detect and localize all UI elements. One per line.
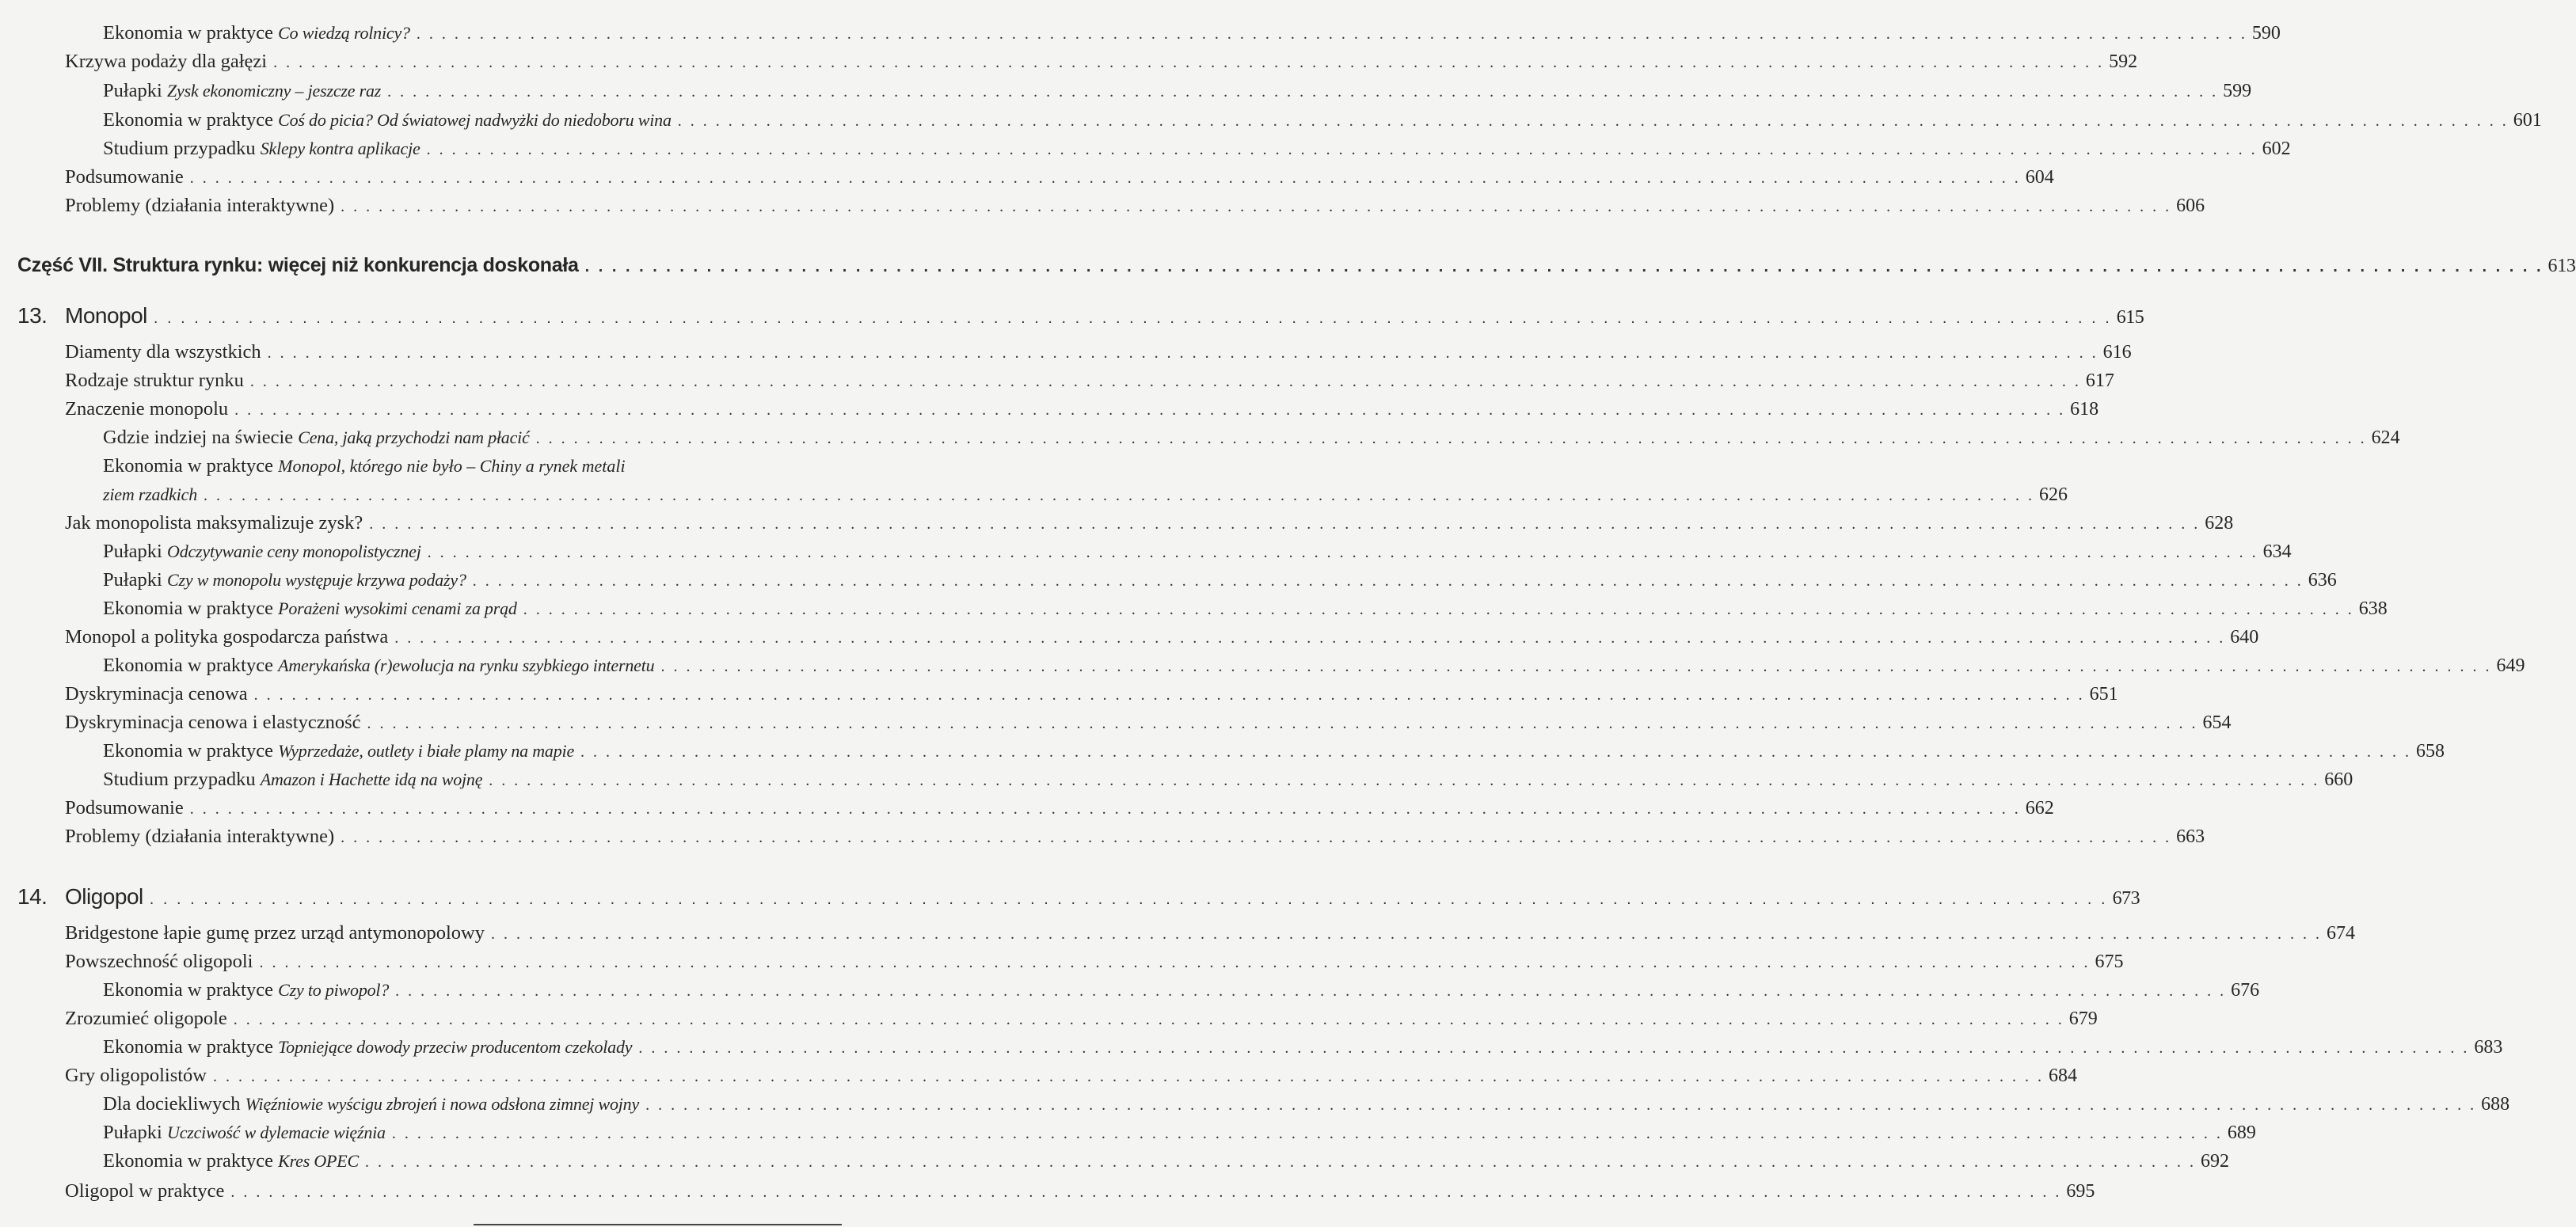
entry-prefix: Krzywa podaży dla gałęzi (65, 51, 268, 72)
page-number: 590 (2251, 23, 2281, 44)
toc-entry[interactable] (65, 50, 2138, 74)
entry-prefix: Ekonomia w praktyce (103, 655, 273, 676)
toc-entry[interactable] (65, 165, 2054, 190)
entry-title: Coś do picia? Od światowej nadwyżki do niedoboru wina (278, 110, 672, 130)
page-number: 601 (2513, 110, 2542, 131)
toc-entry[interactable] (103, 978, 2260, 1003)
page-number: 692 (2201, 1151, 2230, 1172)
toc-entry[interactable] (65, 1180, 2095, 1204)
entry-prefix: Powszechność oligopoli (65, 951, 253, 972)
entry-title: Amerykańska (r)ewolucja na rynku szybkiego internetu (278, 655, 655, 675)
leader-dots (580, 740, 2411, 764)
page-number: 651 (2089, 684, 2118, 705)
entry-prefix: Pułapki (103, 1122, 162, 1143)
entry-prefix: Monopol a polityka gospodarcza państwa (65, 626, 389, 648)
leader-dots (660, 655, 2491, 678)
page-number: 684 (2049, 1066, 2077, 1086)
chapter-heading-13[interactable] (17, 303, 2144, 330)
toc-entry[interactable] (65, 921, 2355, 946)
entry-prefix: Ekonomia w praktyce (103, 979, 273, 1001)
toc-entry[interactable] (103, 568, 2337, 593)
leader-dots (260, 951, 2091, 974)
chapter-number: 13. (17, 303, 48, 328)
entry-prefix: Zrozumieć oligopole (65, 1008, 227, 1029)
leader-dots (473, 569, 2304, 593)
chapter-heading-14[interactable] (17, 884, 2140, 911)
leader-dots (234, 398, 2065, 422)
leader-dots (427, 138, 2258, 161)
leader-dots (523, 598, 2354, 621)
page-number: 617 (2085, 370, 2114, 391)
toc-entry[interactable] (65, 682, 2118, 707)
page-number: 663 (2176, 826, 2205, 847)
toc-entry[interactable] (65, 511, 2234, 536)
page-number: 649 (2496, 655, 2525, 676)
entry-title: Czy to piwopol? (278, 980, 390, 1000)
toc-entry[interactable] (65, 194, 2205, 218)
entry-title: Cena, jaką przychodzi nam płacić (298, 427, 530, 447)
page-number: 638 (2358, 598, 2388, 619)
page-number: 624 (2371, 427, 2400, 448)
leader-dots (341, 826, 2171, 849)
toc-entry[interactable] (65, 711, 2232, 735)
entry-prefix: Ekonomia w praktyce (103, 740, 273, 762)
entry-title: Topniejące dowody przeciw producentom czekolady (278, 1037, 633, 1057)
toc-entry-wrapped-line[interactable] (103, 454, 626, 478)
entry-prefix: Bridgestone łapie gumę przez urząd antymonopolowy (65, 922, 485, 944)
leader-dots (428, 541, 2258, 564)
entry-prefix: Pułapki (103, 569, 162, 591)
entry-prefix: Jak monopolista maksymalizuje zysk? (65, 512, 363, 534)
page-number: 626 (2039, 484, 2068, 505)
toc-entry[interactable] (103, 483, 2068, 507)
entry-prefix: Podsumowanie (65, 166, 184, 188)
toc-entry[interactable] (103, 597, 2388, 621)
leader-dots (230, 1180, 2061, 1204)
toc-entry[interactable] (65, 1007, 2098, 1031)
entry-prefix: Dyskryminacja cenowa (65, 683, 248, 705)
page-number: 634 (2262, 541, 2292, 562)
entry-title: Więźniowie wyścigu zbrojeń i nowa odsłona zimnej wojny (245, 1094, 640, 1114)
page-number: 695 (2066, 1181, 2095, 1202)
leader-dots (645, 1093, 2476, 1117)
entry-prefix: Ekonomia w praktyce (103, 1036, 273, 1058)
entry-title: Kres OPEC (278, 1151, 360, 1171)
page-number: 606 (2176, 196, 2205, 216)
page-number: 616 (2102, 342, 2132, 363)
toc-entry[interactable] (103, 1149, 2230, 1174)
toc-entry[interactable] (65, 625, 2259, 650)
leader-dots (491, 922, 2322, 946)
leader-dots (678, 109, 2509, 133)
toc-entry[interactable] (103, 739, 2445, 764)
page-number: 683 (2474, 1037, 2503, 1058)
entry-title: Monopol, którego nie było – Chiny a rynek metali (278, 456, 626, 476)
toc-entry[interactable] (103, 768, 2353, 792)
leader-dots (365, 1150, 2196, 1174)
toc-entry[interactable] (65, 369, 2114, 393)
page-number: 660 (2324, 769, 2353, 790)
entry-title: Uczciwość w dylemacie więźnia (167, 1123, 386, 1142)
entry-title: Wyprzedaże, outlety i białe plamy na mapie (278, 741, 575, 761)
page-number: 602 (2262, 139, 2291, 159)
footer-rule (474, 1224, 842, 1225)
page-number: 658 (2416, 741, 2445, 762)
page-number: 662 (2025, 798, 2054, 819)
toc-entry[interactable] (65, 1064, 2077, 1088)
leader-dots (254, 683, 2085, 707)
leader-dots (417, 22, 2247, 46)
entry-prefix: Ekonomia w praktyce (103, 598, 273, 619)
page-number: 676 (2231, 980, 2260, 1001)
entry-prefix: Podsumowanie (65, 797, 184, 819)
leader-dots (394, 626, 2225, 650)
page-number: 640 (2230, 627, 2259, 648)
leader-dots (585, 255, 2544, 279)
chapter-title: Monopol (65, 303, 147, 328)
entry-title: Zysk ekonomiczny – jeszcze raz (167, 81, 382, 101)
entry-prefix: Ekonomia w praktyce (103, 455, 273, 477)
page-number: 613 (2547, 256, 2576, 276)
entry-prefix: Ekonomia w praktyce (103, 22, 273, 44)
entry-prefix: Rodzaje struktur rynku (65, 370, 244, 391)
toc-entry[interactable] (103, 1035, 2503, 1060)
leader-dots (190, 797, 2021, 821)
page-number: 636 (2308, 570, 2337, 591)
toc-entry[interactable] (65, 796, 2054, 821)
entry-prefix: Gdzie indziej na świecie (103, 427, 294, 448)
leader-dots (395, 979, 2226, 1003)
part-title: Część VII. Struktura rynku: więcej niż konkurencja doskonała (17, 254, 579, 276)
leader-dots (190, 166, 2021, 190)
entry-prefix: Studium przypadku (103, 769, 256, 790)
page-number: 674 (2327, 923, 2355, 944)
toc-entry[interactable] (103, 654, 2525, 678)
toc-entry[interactable] (103, 1121, 2256, 1145)
toc-entry[interactable] (103, 426, 2400, 450)
leader-dots (273, 51, 2104, 74)
toc-entry[interactable] (103, 540, 2292, 564)
entry-title: Odczytywanie ceny monopolistycznej (167, 541, 421, 561)
entry-prefix: Oligopol w praktyce (65, 1180, 225, 1202)
toc-entry[interactable] (65, 397, 2099, 422)
entry-prefix: Diamenty dla wszystkich (65, 341, 261, 363)
leader-dots (536, 427, 2367, 450)
entry-prefix: Problemy (działania interaktywne) (65, 195, 335, 216)
toc-entry[interactable] (103, 21, 2281, 46)
toc-entry[interactable] (103, 108, 2542, 133)
entry-prefix: Gry oligopolistów (65, 1065, 207, 1086)
leader-dots (367, 712, 2197, 735)
leader-dots (489, 769, 2319, 792)
entry-prefix: Dla dociekliwych (103, 1093, 241, 1115)
leader-dots (638, 1036, 2469, 1060)
leader-dots (213, 1065, 2044, 1088)
entry-prefix: Problemy (działania interaktywne) (65, 826, 335, 847)
entry-title: Amazon i Hachette idą na wojnę (260, 769, 483, 789)
toc-entry[interactable] (103, 137, 2291, 161)
page-number: 654 (2202, 712, 2232, 733)
entry-title: Czy w monopolu występuje krzywa podaży? (167, 570, 466, 590)
leader-dots (341, 195, 2171, 218)
leader-dots (150, 887, 2108, 911)
entry-prefix: Znaczenie monopolu (65, 398, 229, 420)
page-number: 679 (2068, 1009, 2098, 1029)
part-heading[interactable] (17, 253, 2576, 279)
page-number: 675 (2095, 952, 2124, 972)
leader-dots (392, 1122, 2223, 1145)
leader-dots (268, 341, 2098, 365)
chapter-title: Oligopol (65, 884, 143, 909)
entry-prefix: Pułapki (103, 541, 162, 562)
leader-dots (369, 512, 2200, 536)
toc-entry[interactable] (103, 1092, 2510, 1117)
page-number: 673 (2112, 888, 2140, 909)
page-number: 615 (2116, 307, 2144, 328)
entry-title: Sklepy kontra aplikacje (260, 139, 420, 158)
leader-dots (387, 80, 2218, 104)
entry-prefix: Ekonomia w praktyce (103, 109, 273, 131)
entry-prefix: Studium przypadku (103, 138, 256, 159)
leader-dots (250, 370, 2081, 393)
page-number: 592 (2109, 51, 2138, 72)
entry-prefix: Ekonomia w praktyce (103, 1150, 273, 1172)
page-number: 604 (2025, 167, 2054, 188)
entry-prefix: Dyskryminacja cenowa i elastyczność (65, 712, 361, 733)
page-number: 688 (2481, 1094, 2510, 1115)
toc-entry[interactable] (65, 340, 2132, 365)
page-number: 689 (2227, 1123, 2256, 1143)
chapter-number: 14. (17, 884, 48, 909)
toc-entry[interactable] (65, 825, 2205, 849)
toc-entry[interactable] (103, 79, 2252, 104)
page-number: 628 (2205, 513, 2234, 534)
leader-dots (154, 306, 2112, 330)
page-number: 618 (2070, 399, 2099, 420)
page-number: 599 (2223, 81, 2252, 101)
entry-title: Porażeni wysokimi cenami za prąd (278, 598, 517, 618)
toc-entry[interactable] (65, 950, 2124, 974)
entry-title: ziem rzadkich (103, 484, 197, 504)
entry-prefix: Pułapki (103, 80, 162, 101)
leader-dots (234, 1008, 2064, 1031)
entry-title: Co wiedzą rolnicy? (278, 23, 410, 43)
leader-dots (204, 484, 2034, 507)
